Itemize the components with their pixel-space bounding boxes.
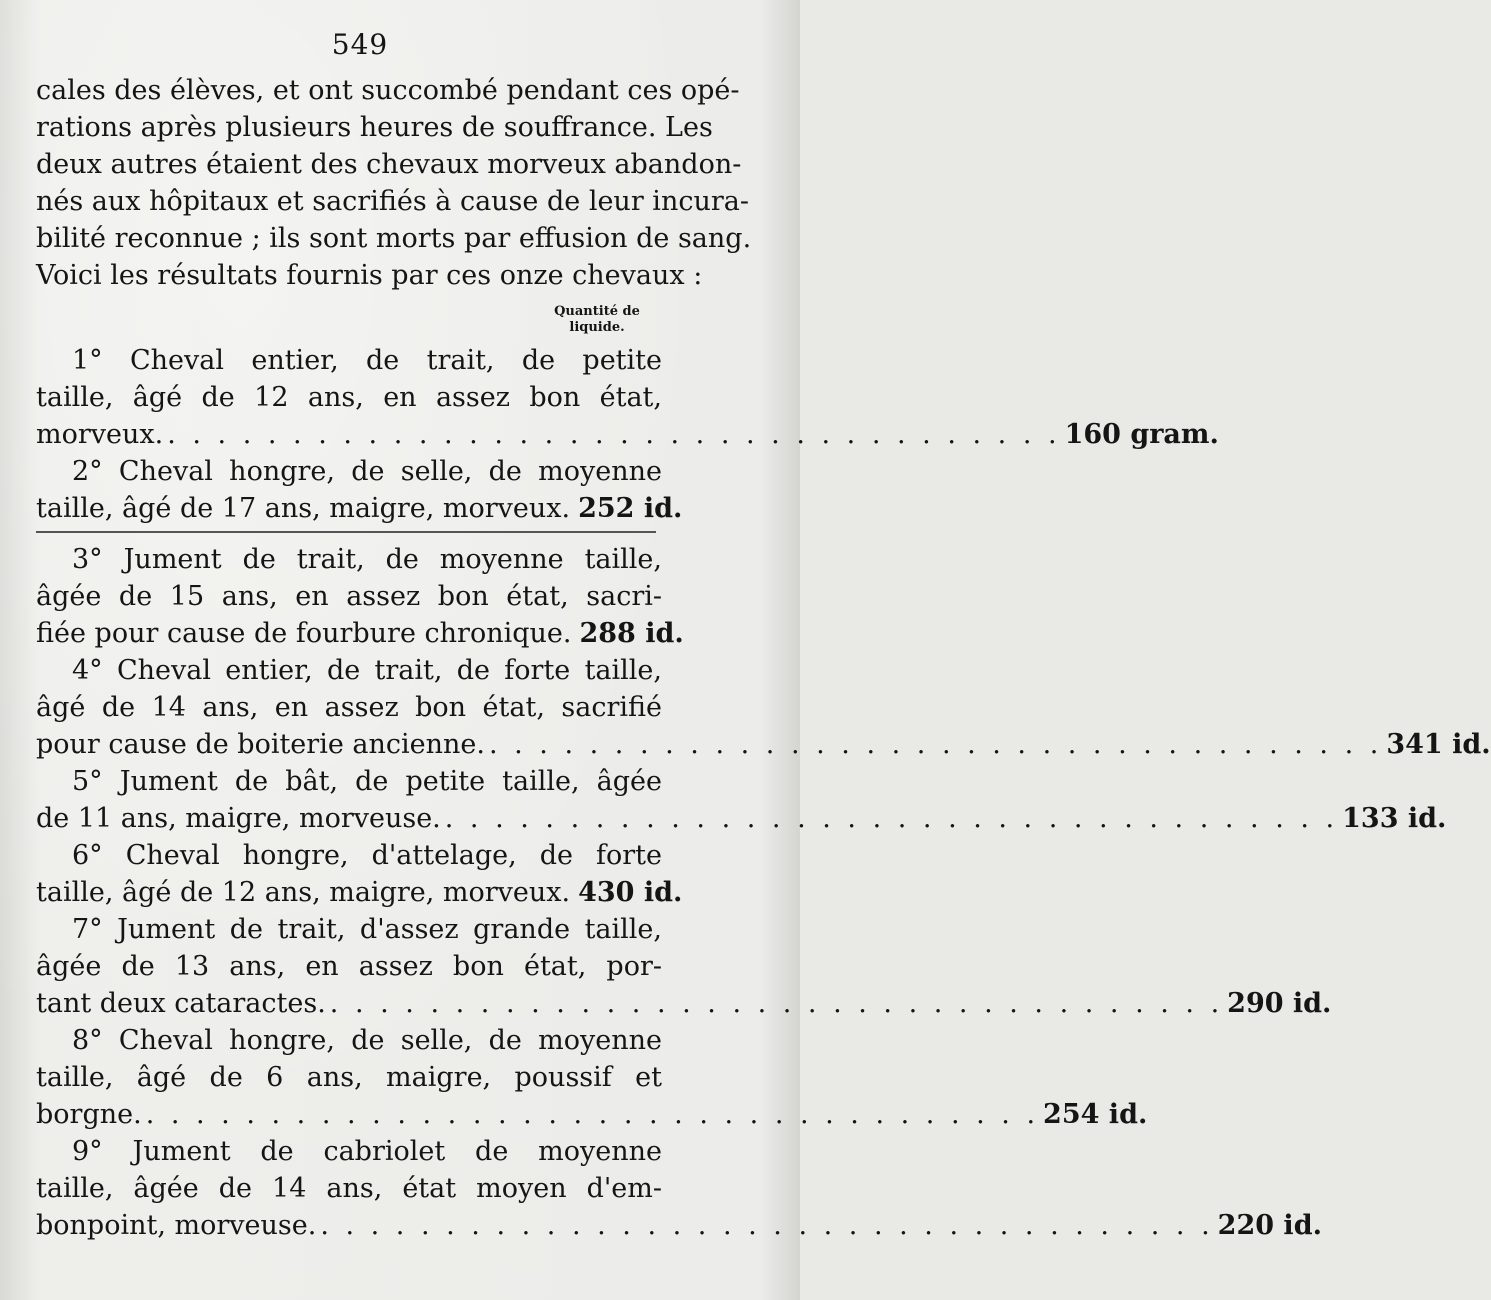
quantity-value: 341 id.	[1386, 729, 1491, 760]
entry-text: bonpoint, morveuse.	[36, 1210, 317, 1241]
entry-last-line	[36, 1096, 1148, 1133]
text-line: bilité reconnue ; ils sont morts par effusion de sang.	[36, 223, 752, 254]
entry-text: de 11 ans, maigre, morveuse.	[36, 803, 441, 834]
entry-line: 8° Cheval hongre, de selle, de moyenne	[72, 1025, 662, 1056]
quantity-value: 220 id.	[1217, 1210, 1322, 1241]
entry-last-line	[36, 615, 684, 652]
quantity-value: 288 id.	[579, 618, 684, 649]
entry-text: taille, âgé de 17 ans, maigre, morveux.	[36, 493, 571, 524]
entry-last-line	[36, 416, 1219, 453]
column-header-quantity	[552, 304, 642, 336]
list-item	[36, 911, 1332, 1022]
leader-dots: . . . . . . . . . . . . . . . . . . . . . . . . . . . . . . . . . . . .	[329, 988, 1224, 1019]
entry-line: âgé de 14 ans, en assez bon état, sacrifié	[36, 692, 662, 723]
entry-last-line	[36, 490, 683, 527]
quantity-value: 430 id.	[578, 877, 683, 908]
quantity-value: 252 id.	[578, 493, 683, 524]
entry-line: 5° Jument de bât, de petite taille, âgée	[72, 766, 662, 797]
list-item	[36, 652, 1491, 763]
entry-text: fiée pour cause de fourbure chronique.	[36, 618, 572, 649]
entry-line: taille, âgé de 6 ans, maigre, poussif et	[36, 1062, 662, 1093]
leader-dots: . . . . . . . . . . . . . . . . . . . . . . . . . . . . . . . . . . . .	[444, 803, 1339, 834]
entry-line: 1° Cheval entier, de trait, de petite	[72, 345, 662, 376]
list-item	[36, 541, 684, 652]
quantity-value: 254 id.	[1043, 1099, 1148, 1130]
entry-text: morveux.	[36, 419, 164, 450]
quantity-value: 133 id.	[1342, 803, 1447, 834]
text-line: nés aux hôpitaux et sacrifiés à cause de leur incura-	[36, 186, 749, 217]
quantity-value: 290 id.	[1227, 988, 1332, 1019]
entry-line: âgée de 13 ans, en assez bon état, por-	[36, 951, 662, 982]
list-item	[36, 1022, 1148, 1133]
entry-line: âgée de 15 ans, en assez bon état, sacri-	[36, 581, 662, 612]
leader-dots: . . . . . . . . . . . . . . . . . . . . . . . . . . . . . . . . . . . .	[167, 419, 1061, 450]
entry-last-line	[36, 800, 1447, 837]
body-paragraph	[36, 72, 752, 294]
entry-text: tant deux cataractes.	[36, 988, 326, 1019]
entry-line: 4° Cheval entier, de trait, de forte taille,	[72, 655, 662, 686]
entry-line: 7° Jument de trait, d'assez grande taille,	[72, 914, 662, 945]
leader-dots: . . . . . . . . . . . . . . . . . . . . . . . . . . . . . . . . . . . .	[488, 729, 1383, 760]
list-item	[36, 342, 1219, 453]
text-line: Voici les résultats fournis par ces onze chevaux :	[36, 260, 703, 291]
entry-text: taille, âgé de 12 ans, maigre, morveux.	[36, 877, 571, 908]
column-header-line: Quantité de	[554, 304, 640, 319]
leader-dots: . . . . . . . . . . . . . . . . . . . . . . . . . . . . . . . . . . . .	[320, 1210, 1214, 1241]
list-item	[36, 1133, 1322, 1244]
entry-line: 6° Cheval hongre, d'attelage, de forte	[72, 840, 662, 871]
entry-last-line	[36, 874, 683, 911]
column-header-line: liquide.	[569, 320, 625, 335]
text-line: cales des élèves, et ont succombé pendant ces opé-	[36, 75, 740, 106]
leader-dots: . . . . . . . . . . . . . . . . . . . . . . . . . . . . . . . . . . . .	[145, 1099, 1040, 1130]
horse-list	[36, 342, 1491, 1244]
entry-line: taille, âgée de 14 ans, état moyen d'em-	[36, 1173, 662, 1204]
entry-text: borgne.	[36, 1099, 142, 1130]
list-item	[36, 453, 683, 533]
entry-text: pour cause de boiterie ancienne.	[36, 729, 485, 760]
entry-last-line	[36, 1207, 1322, 1244]
divider	[36, 531, 656, 533]
entry-line: taille, âgé de 12 ans, en assez bon état,	[36, 382, 662, 413]
page-number: 549	[331, 28, 389, 61]
list-item	[36, 763, 1447, 837]
entry-line: 2° Cheval hongre, de selle, de moyenne	[72, 456, 662, 487]
quantity-value: 160 gram.	[1064, 419, 1219, 450]
entry-last-line	[36, 726, 1491, 763]
list-item	[36, 837, 683, 911]
entry-line: 9° Jument de cabriolet de moyenne	[72, 1136, 662, 1167]
text-line: rations après plusieurs heures de souffrance. Les	[36, 112, 713, 143]
entry-last-line	[36, 985, 1332, 1022]
text-line: deux autres étaient des chevaux morveux abandon-	[36, 149, 742, 180]
entry-line: 3° Jument de trait, de moyenne taille,	[72, 544, 662, 575]
